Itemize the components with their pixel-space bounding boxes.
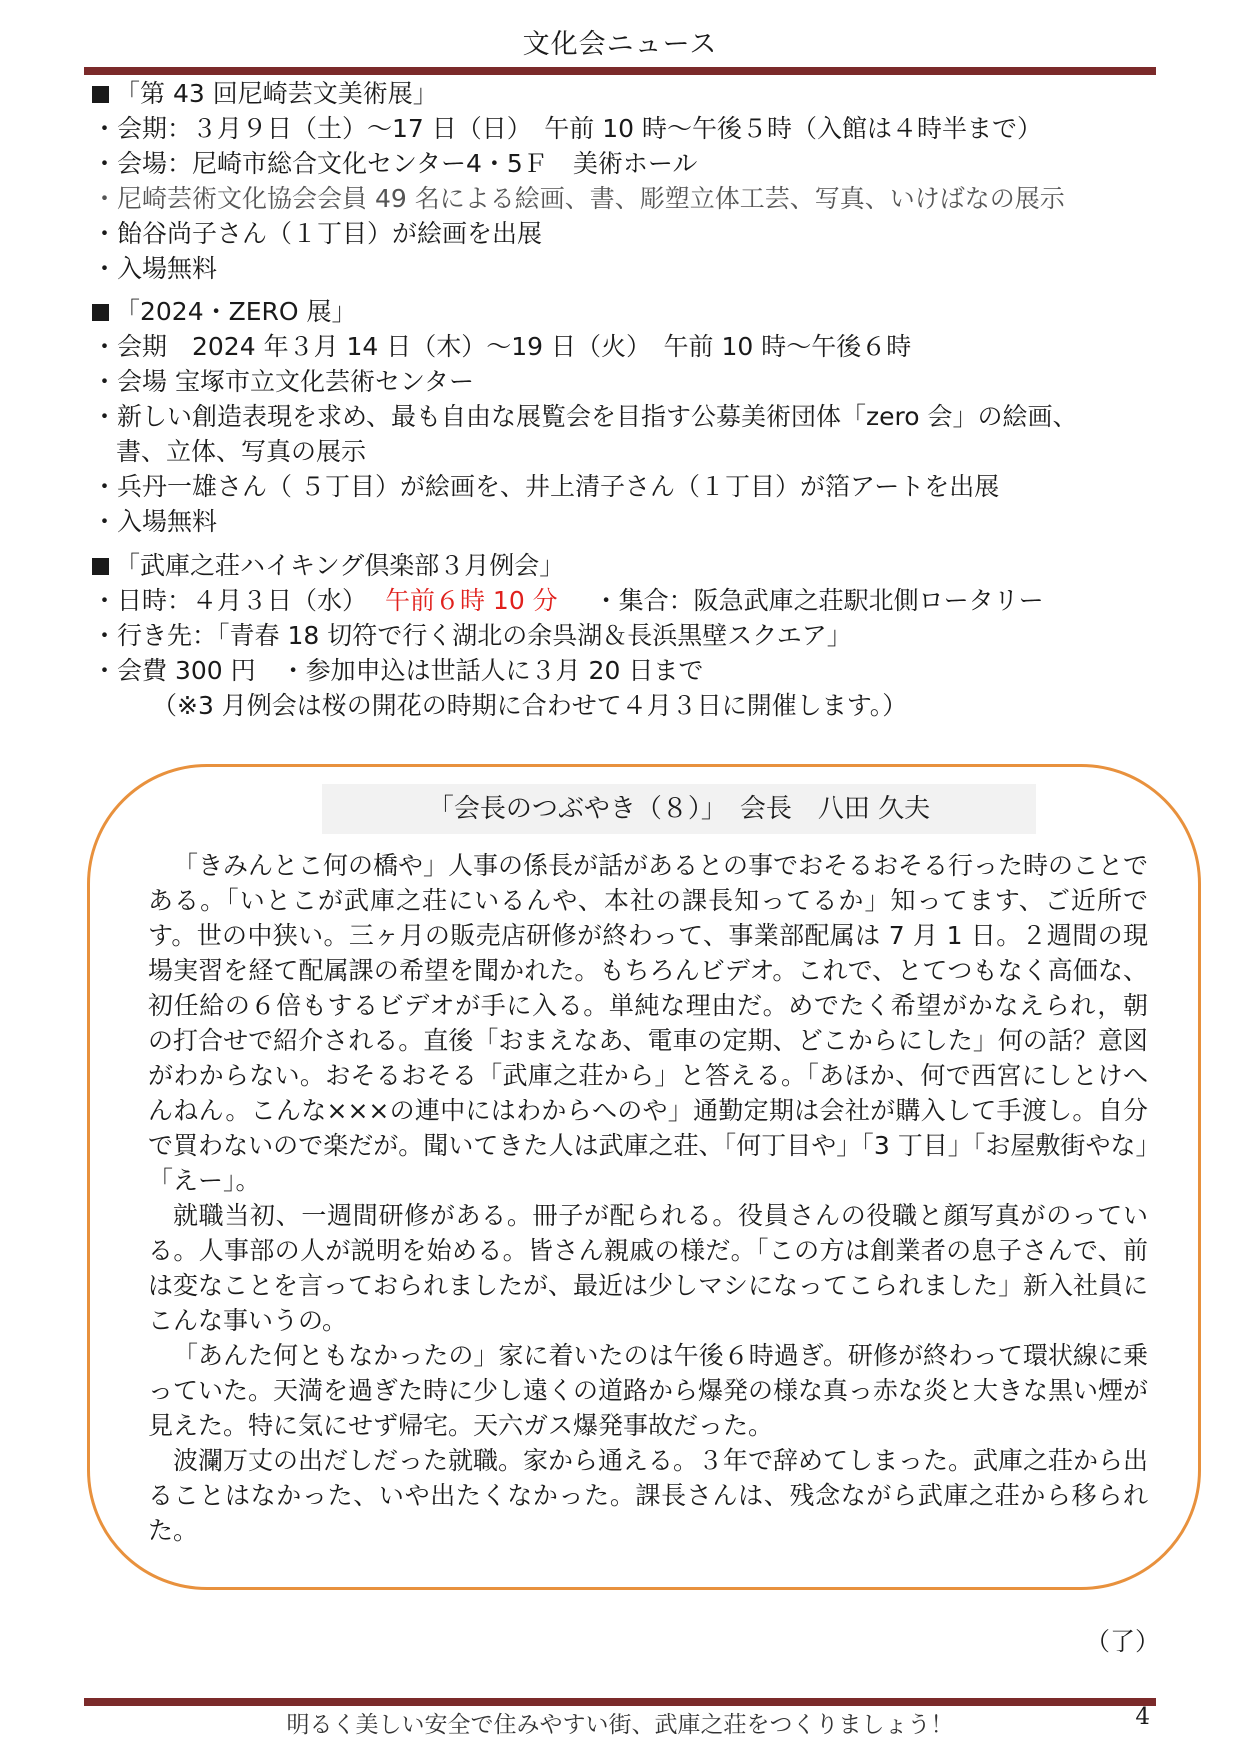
- list-item: ・会期 2024 年３月 14 日（木）～19 日（火） 午前 10 時～午後６時: [92, 332, 912, 361]
- page-number: 4: [1135, 1704, 1150, 1730]
- list-item-date: ・日時：４月３日（水） 午前６時 10 分 ・集合：阪急武庫之荘駅北側ロータリー: [92, 586, 1044, 615]
- column-title: 「会長のつぶやき（８）」 会長 八田 久夫: [322, 784, 1036, 834]
- list-item: ・飴谷尚子さん（１丁目）が絵画を出展: [92, 219, 543, 248]
- newsletter-title: 文化会ニュース: [522, 29, 718, 60]
- column-signoff: （了）: [1084, 1627, 1160, 1656]
- column-paragraph: 就職当初、一週間研修がある。冊子が配られる。役員さんの役職と顔写真がのっている。人事部の人が説明を始める。皆さん親戚の様だ。「この方は創業者の息子さんで、前は変なことを言っておられましたが、最近は少しマシになってこられました」新入社員にこんな事いうの。: [148, 1201, 1149, 1335]
- column-paragraph: 「あんた何ともなかったの」家に着いたのは午後６時過ぎ。研修が終わって環状線に乗っていた。天満を過ぎた時に少し遠くの道路から爆発の様な真っ赤な炎と大きな黒い煙が見えた。特に気にせず帰宅。天六ガス爆発事故だった。: [148, 1341, 1149, 1440]
- meeting-time: 午前６時 10 分: [384, 586, 558, 615]
- list-item: ・会場 宝塚市立文化芸術センター: [92, 367, 474, 396]
- event-section-art-exhibition: [92, 76, 1172, 286]
- list-item: ・尼崎芸術文化協会会員 49 名による絵画、書、彫塑立体工芸、写真、いけばなの展示: [92, 184, 1065, 213]
- list-item: ・行き先：「青春 18 切符で行く湖北の余呉湖＆長浜黒壁スクエア」: [92, 621, 852, 650]
- black-square-icon: [92, 304, 109, 321]
- section-heading: 「2024・ZERO 展」: [92, 294, 1172, 329]
- black-square-icon: [92, 86, 109, 103]
- event-section-hiking-club: [92, 548, 1172, 723]
- list-item: ・入場無料: [92, 254, 218, 283]
- list-item-continuation: 書、立体、写真の展示: [116, 437, 367, 466]
- column-paragraph: 波瀾万丈の出だしだった就職。家から通える。３年で辞めてしまった。武庫之荘から出ることはなかった、いや出たくなかった。課長さんは、残念ながら武庫之荘から移られた。: [148, 1446, 1149, 1545]
- column-body: [148, 848, 1148, 1548]
- event-section-zero-exhibition: [92, 294, 1172, 539]
- section-heading: 「第 43 回尼崎芸文美術展」: [92, 76, 1172, 111]
- footer-rule: [84, 1698, 1156, 1706]
- section-heading: 「武庫之荘ハイキング倶楽部３月例会」: [92, 548, 1172, 583]
- header-rule: [84, 67, 1156, 75]
- black-square-icon: [92, 558, 109, 575]
- list-item: ・入場無料: [92, 507, 218, 536]
- footer-slogan: 明るく美しい安全で住みやすい街、武庫之荘をつくりましょう！: [286, 1712, 954, 1738]
- note: （※3 月例会は桜の開花の時期に合わせて４月３日に開催します。）: [152, 691, 908, 720]
- list-item: ・兵丹一雄さん（ ５丁目）が絵画を、井上清子さん（１丁目）が箔アートを出展: [92, 472, 1000, 501]
- list-item: ・会期：３月９日（土）～17 日（日） 午前 10 時～午後５時（入館は４時半まで）: [92, 114, 1042, 143]
- list-item: ・会費 300 円 ・参加申込は世話人に３月 20 日まで: [92, 656, 704, 685]
- list-item: ・新しい創造表現を求め、最も自由な展覧会を目指す公募美術団体「zero 会」の絵画、: [92, 402, 1078, 431]
- list-item: ・会場：尼崎市総合文化センター4・5Ｆ 美術ホール: [92, 149, 698, 178]
- column-paragraph: 「きみんとこ何の橋や」人事の係長が話があるとの事でおそるおそる行った時のことである。「いとこが武庫之荘にいるんや、本社の課長知ってるか」知ってます、ご近所です。世の中狭い。三ヶ月の販売店研修が終わって、事業部配属は 7 月 1 日。２週間の現場実習を経て配属課の希望を聞かれた。もちろんビデオ。これで、とてつもなく高価な、初任給の６倍もするビデオが手に入る。単純な理由だ。めでたく希望がかなえられ，朝の打合せで紹介される。直後「おまえなあ、電車の定期、どこからにした」何の話？意図がわからない。おそるおそる「武庫之荘から」と答える。「あほか、何で西宮にしとけへんねん。こんな×××の連中にはわからへのや」通勤定期は会社が購入して手渡し。自分で買わないので楽だが。聞いてきた人は武庫之荘、「何丁目や」「3 丁目」「お屋敷街やな」「えー」。: [148, 851, 1149, 1195]
